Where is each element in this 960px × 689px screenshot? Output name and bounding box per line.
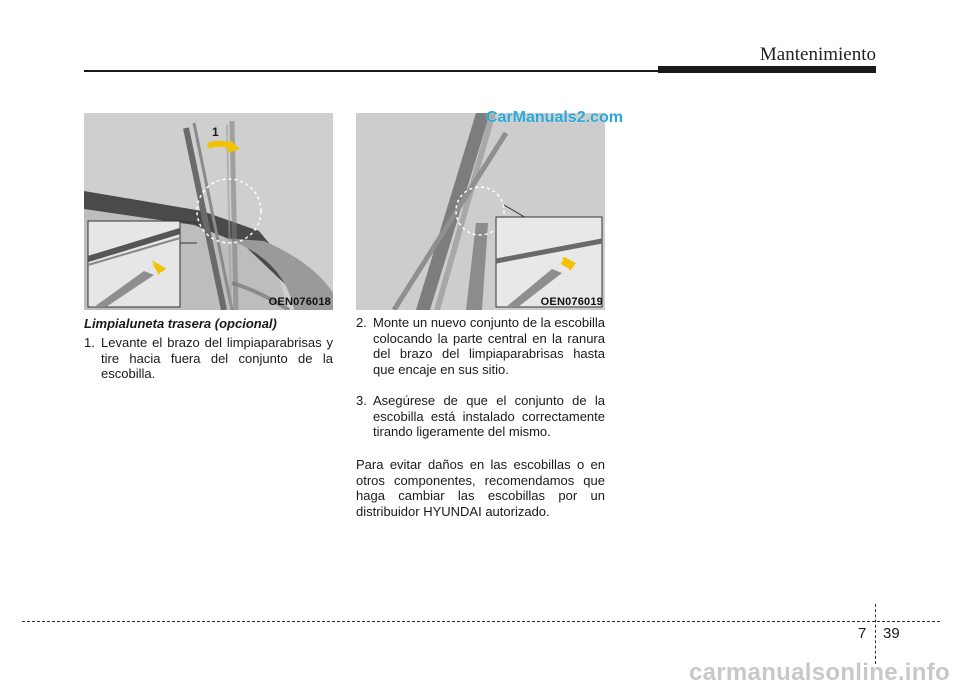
- figure-code: OEN076019: [540, 296, 603, 308]
- step-number: 1.: [84, 335, 95, 350]
- wiper-install-illustration: [356, 113, 605, 310]
- maintenance-note: Para evitar daños en las escobillas o en otros componentes, recomendamos que haga cambiar las escobillas por un distribuidor HYUNDAI autorizado.: [356, 457, 605, 519]
- figure-wiper-removal: [84, 113, 333, 310]
- figure-code: OEN076018: [268, 296, 331, 308]
- step-item: [84, 335, 333, 382]
- watermark-logo: CarManuals2.com: [486, 109, 623, 126]
- figure-callout-number: 1: [212, 125, 219, 139]
- site-watermark: carmanualsonline.info: [688, 659, 950, 686]
- header-rule-thick: [658, 66, 876, 73]
- footer-rule: [22, 621, 940, 622]
- page-number: 39: [883, 625, 900, 642]
- page-section-title: Mantenimiento: [759, 44, 876, 65]
- footer-divider: [875, 604, 876, 664]
- step-item: [356, 315, 605, 377]
- chapter-number: 7: [858, 625, 867, 642]
- section-heading: Limpialuneta trasera (opcional): [84, 316, 277, 331]
- step-text: Asegúrese de que el conjunto de la escobilla está instalado correctamente tirando ligeramente del mismo.: [373, 393, 605, 439]
- figure-wiper-install: [356, 113, 605, 310]
- step-number: 2.: [356, 315, 367, 330]
- wiper-removal-illustration: [84, 113, 333, 310]
- header-rule: [84, 70, 660, 72]
- step-number: 3.: [356, 393, 367, 408]
- step-item: [356, 393, 605, 440]
- step-text: Monte un nuevo conjunto de la escobilla colocando la parte central en la ranura del brazo del limpiaparabrisas hasta que encaje en sus sitio.: [373, 315, 605, 377]
- step-text: Levante el brazo del limpiaparabrisas y tire hacia fuera del conjunto de la escobilla.: [101, 335, 333, 381]
